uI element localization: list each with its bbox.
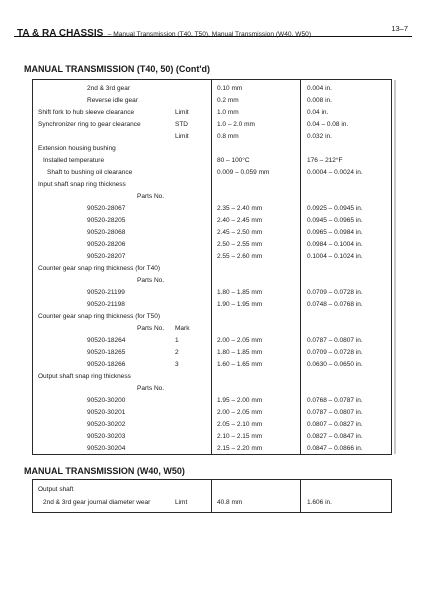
spec-value-metric: 2.35 – 2.40 mm — [217, 205, 263, 212]
header-rule — [14, 36, 412, 37]
spec-value-metric: 1.80 – 1.85 mm — [217, 349, 263, 356]
spec-value-imperial: 0.0748 – 0.0768 in. — [307, 301, 363, 308]
spec-value-metric: 2.50 – 2.55 mm — [217, 241, 263, 248]
spec-label: Reverse idle gear — [87, 97, 138, 104]
spec-value-imperial: 0.0807 – 0.0827 in. — [307, 421, 363, 428]
spec-row — [33, 179, 391, 191]
chassis-title: TA & RA CHASSIS — [17, 28, 104, 39]
spec-label: 90520-28207 — [87, 253, 126, 260]
spec-label: 90520-28067 — [87, 205, 126, 212]
spec-row — [33, 407, 391, 419]
spec-row — [33, 275, 391, 287]
spec-table-w40-w50 — [32, 479, 392, 513]
spec-label: 90520-28068 — [87, 229, 126, 236]
spec-value-imperial: 0.1004 – 0.1024 in. — [307, 253, 363, 260]
section-title-t40-t50: MANUAL TRANSMISSION (T40, 50) (Cont'd) — [24, 64, 210, 74]
spec-value-imperial: 0.004 in. — [307, 85, 332, 92]
spec-label: Counter gear snap ring thickness (for T50) — [38, 313, 160, 320]
spec-value-imperial: 0.0709 – 0.0728 in. — [307, 289, 363, 296]
spec-label: Output shaft snap ring thickness — [38, 373, 131, 380]
spec-row — [33, 497, 391, 509]
spec-value-imperial: 1.606 in. — [307, 499, 332, 506]
spec-value-imperial: 0.0827 – 0.0847 in. — [307, 433, 363, 440]
spec-qualifier: 3 — [175, 361, 179, 368]
spec-table-t40-t50 — [32, 79, 392, 455]
header-title-line — [17, 23, 311, 41]
spec-label: Parts No. — [137, 193, 165, 200]
spec-row — [33, 395, 391, 407]
spec-value-metric: 1.60 – 1.65 mm — [217, 361, 263, 368]
spec-qualifier: Mark — [175, 325, 190, 332]
spec-value-imperial: 176 – 212°F — [307, 157, 343, 164]
spec-value-metric: 2.45 – 2.50 mm — [217, 229, 263, 236]
spec-row — [33, 167, 391, 179]
spec-value-imperial: 0.0630 – 0.0650 in. — [307, 361, 363, 368]
spec-row — [33, 299, 391, 311]
spec-value-imperial: 0.0965 – 0.0984 in. — [307, 229, 363, 236]
spec-label: 2nd & 3rd gear — [87, 85, 131, 92]
spec-label: Shift fork to hub sleeve clearance — [38, 109, 135, 116]
spec-row — [33, 131, 391, 143]
spec-value-metric: 40.8 mm — [217, 499, 243, 506]
spec-row — [33, 143, 391, 155]
spec-row — [33, 203, 391, 215]
spec-value-metric: 2.55 – 2.60 mm — [217, 253, 263, 260]
spec-value-imperial: 0.0004 – 0.0024 in. — [307, 169, 363, 176]
spec-row — [33, 107, 391, 119]
spec-value-metric: 1.0 – 2.0 mm — [217, 121, 255, 128]
spec-value-metric: 80 – 100°C — [217, 157, 250, 164]
spec-label: 90520-18266 — [87, 361, 126, 368]
spec-value-imperial: 0.0787 – 0.0807 in. — [307, 409, 363, 416]
spec-row — [33, 359, 391, 371]
spec-label: Counter gear snap ring thickness (for T40) — [38, 265, 160, 272]
page-number: 13–7 — [391, 24, 408, 33]
spec-row — [33, 335, 391, 347]
spec-label: 90520-30204 — [87, 445, 126, 452]
spec-label: 90520-18265 — [87, 349, 126, 356]
spec-row — [33, 95, 391, 107]
spec-value-metric: 1.95 – 2.00 mm — [217, 397, 263, 404]
spec-label: 90520-28206 — [87, 241, 126, 248]
spec-value-imperial: 0.04 in. — [307, 109, 329, 116]
spec-value-imperial: 0.0787 – 0.0807 in. — [307, 337, 363, 344]
spec-qualifier: 1 — [175, 337, 179, 344]
spec-value-metric: 2.00 – 2.05 mm — [217, 409, 263, 416]
spec-value-metric: 2.40 – 2.45 mm — [217, 217, 263, 224]
spec-row — [33, 119, 391, 131]
spec-row — [33, 83, 391, 95]
spec-value-metric: 2.15 – 2.20 mm — [217, 445, 263, 452]
spec-label: 90520-21198 — [87, 301, 125, 308]
spec-label: Parts No. — [137, 325, 165, 332]
spec-row — [33, 371, 391, 383]
spec-label: 90520-28205 — [87, 217, 126, 224]
spec-label: 90520-30203 — [87, 433, 126, 440]
spec-label: Shaft to bushing oil clearance — [47, 169, 133, 176]
section-title-w40-w50: MANUAL TRANSMISSION (W40, W50) — [24, 466, 185, 476]
spec-qualifier: Limt — [175, 499, 188, 506]
spec-value-imperial: 0.0847 – 0.0866 in. — [307, 445, 363, 452]
spec-value-metric: 2.10 – 2.15 mm — [217, 433, 263, 440]
spec-value-imperial: 0.0984 – 0.1004 in. — [307, 241, 363, 248]
spec-value-metric: 1.0 mm — [217, 109, 239, 116]
spec-value-metric: 2.00 – 2.05 mm — [217, 337, 263, 344]
spec-label: Output shaft — [38, 486, 74, 493]
spec-row — [33, 347, 391, 359]
spec-row — [33, 484, 391, 496]
spec-value-metric: 0.8 mm — [217, 133, 239, 140]
spec-label: Parts No. — [137, 277, 165, 284]
spec-label: Extension housing bushing — [38, 145, 116, 152]
spec-row — [33, 323, 391, 335]
spec-qualifier: 2 — [175, 349, 179, 356]
spec-value-metric: 0.2 mm — [217, 97, 239, 104]
spec-row — [33, 215, 391, 227]
spec-value-imperial: 0.032 in. — [307, 133, 332, 140]
spec-value-imperial: 0.0945 – 0.0965 in. — [307, 217, 363, 224]
page-edge-shadow — [394, 80, 396, 454]
spec-qualifier: Limit — [175, 133, 189, 140]
spec-row — [33, 383, 391, 395]
spec-row — [33, 155, 391, 167]
spec-row — [33, 443, 391, 455]
spec-value-metric: 1.80 – 1.85 mm — [217, 289, 263, 296]
spec-value-imperial: 0.008 in. — [307, 97, 332, 104]
spec-row — [33, 431, 391, 443]
spec-row — [33, 311, 391, 323]
header-subtitle: – Manual Transmission (T40, T50), Manual Transmission (W40, W50) — [107, 31, 312, 38]
spec-row — [33, 251, 391, 263]
spec-value-imperial: 0.0709 – 0.0728 in. — [307, 349, 363, 356]
spec-label: 90520-30200 — [87, 397, 126, 404]
spec-label: 90520-30202 — [87, 421, 126, 428]
spec-qualifier: STD — [175, 121, 188, 128]
spec-row — [33, 263, 391, 275]
spec-value-metric: 2.05 – 2.10 mm — [217, 421, 263, 428]
spec-row — [33, 287, 391, 299]
spec-row — [33, 191, 391, 203]
spec-row — [33, 227, 391, 239]
spec-value-metric: 1.90 – 1.95 mm — [217, 301, 263, 308]
spec-label: 90520-21199 — [87, 289, 125, 296]
spec-label: 90520-30201 — [87, 409, 126, 416]
spec-label: Synchronizer ring to gear clearance — [38, 121, 141, 128]
spec-value-imperial: 0.04 – 0.08 in. — [307, 121, 349, 128]
spec-qualifier: Limit — [175, 109, 189, 116]
spec-value-metric: 0.10 mm — [217, 85, 243, 92]
spec-label: Input shaft snap ring thickness — [38, 181, 126, 188]
spec-label: Installed temperature — [43, 157, 105, 164]
spec-value-metric: 0.009 – 0.059 mm — [217, 169, 270, 176]
spec-label: 90520-18264 — [87, 337, 126, 344]
spec-label: Parts No. — [137, 385, 165, 392]
spec-value-imperial: 0.0768 – 0.0787 in. — [307, 397, 363, 404]
spec-row — [33, 239, 391, 251]
spec-value-imperial: 0.0925 – 0.0945 in. — [307, 205, 363, 212]
spec-row — [33, 419, 391, 431]
spec-label: 2nd & 3rd gear journal diameter wear — [43, 499, 151, 506]
